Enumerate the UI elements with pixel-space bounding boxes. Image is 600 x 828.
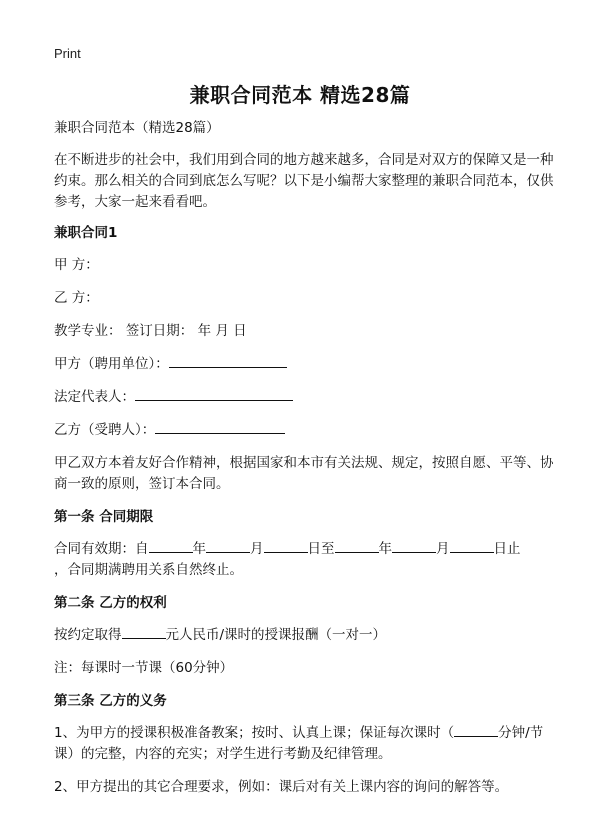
period-month-label: 月 — [436, 541, 450, 557]
duty-1-suffix: 分钟/节课）的完整，内容的充实；对学生进行考勤及纪律管理。 — [54, 725, 544, 762]
lesson-note: 注：每课时一节课（60分钟） — [54, 660, 234, 676]
employee-field — [54, 420, 554, 441]
period-month-label: 月 — [250, 541, 264, 557]
article1-heading: 第一条 合同期限 — [54, 509, 154, 525]
duty-item-1 — [54, 723, 554, 765]
minutes-blank — [454, 723, 498, 737]
article3-heading: 第三条 乙方的义务 — [54, 693, 167, 709]
period-blank — [450, 539, 494, 553]
period-from-label: 合同有效期：自 — [54, 541, 149, 557]
legal-rep-blank — [135, 387, 293, 401]
print-label: Print — [54, 46, 81, 61]
period-blank — [392, 539, 436, 553]
employee-label: 乙方（受聘人）： — [54, 422, 156, 438]
pay-blank — [122, 625, 166, 639]
principle-paragraph: 甲乙双方本着友好合作精神，根据国家和本市有关法规、规定，按照自愿、平等、协商一致的原则，签订本合同。 — [54, 455, 554, 492]
employer-label: 甲方（聘用单位）： — [54, 356, 169, 372]
period-year-label: 年 — [192, 541, 206, 557]
period-blank — [149, 539, 193, 553]
period-blank — [264, 539, 308, 553]
subtitle: 兼职合同范本（精选28篇） — [54, 120, 220, 136]
teaching-line: 教学专业： 签订日期： 年 月 日 — [54, 323, 247, 339]
legal-rep-label: 法定代表人： — [54, 389, 135, 405]
pay-prefix: 按约定取得 — [54, 627, 122, 643]
period-to-label: 日至 — [307, 541, 335, 557]
intro-paragraph: 在不断进步的社会中，我们用到合同的地方越来越多，合同是对双方的保障又是一种约束。那么相关的合同到底怎么写呢？以下是小编帮大家整理的兼职合同范本，仅供参考，大家一起来看看吧。 — [54, 152, 554, 210]
document-title: 兼职合同范本 精选28篇 — [189, 83, 411, 107]
section-title: 兼职合同1 — [54, 225, 118, 241]
employer-blank — [169, 354, 287, 368]
pay-suffix: 元人民币/课时的授课报酬（一对一） — [165, 627, 387, 643]
contract-period-line — [54, 539, 554, 581]
pay-line — [54, 625, 554, 646]
period-blank — [335, 539, 379, 553]
duty-1-prefix: 1、为甲方的授课积极准备教案；按时、认真上课；保证每次课时（ — [54, 725, 455, 741]
duty-item-2: 2、甲方提出的其它合理要求，例如：课后对有关上课内容的询问的解答等。 — [54, 779, 509, 795]
party-b-line: 乙 方： — [54, 290, 99, 306]
period-blank — [206, 539, 250, 553]
period-tail: ，合同期满聘用关系自然终止。 — [54, 562, 243, 578]
article2-heading: 第二条 乙方的权利 — [54, 595, 167, 611]
employee-blank — [155, 420, 285, 434]
document-body — [54, 118, 554, 798]
party-a-line: 甲 方： — [54, 257, 99, 273]
period-end-label: 日止 — [493, 541, 521, 557]
legal-rep-field — [54, 387, 554, 408]
employer-field — [54, 354, 554, 375]
period-year-label: 年 — [378, 541, 392, 557]
